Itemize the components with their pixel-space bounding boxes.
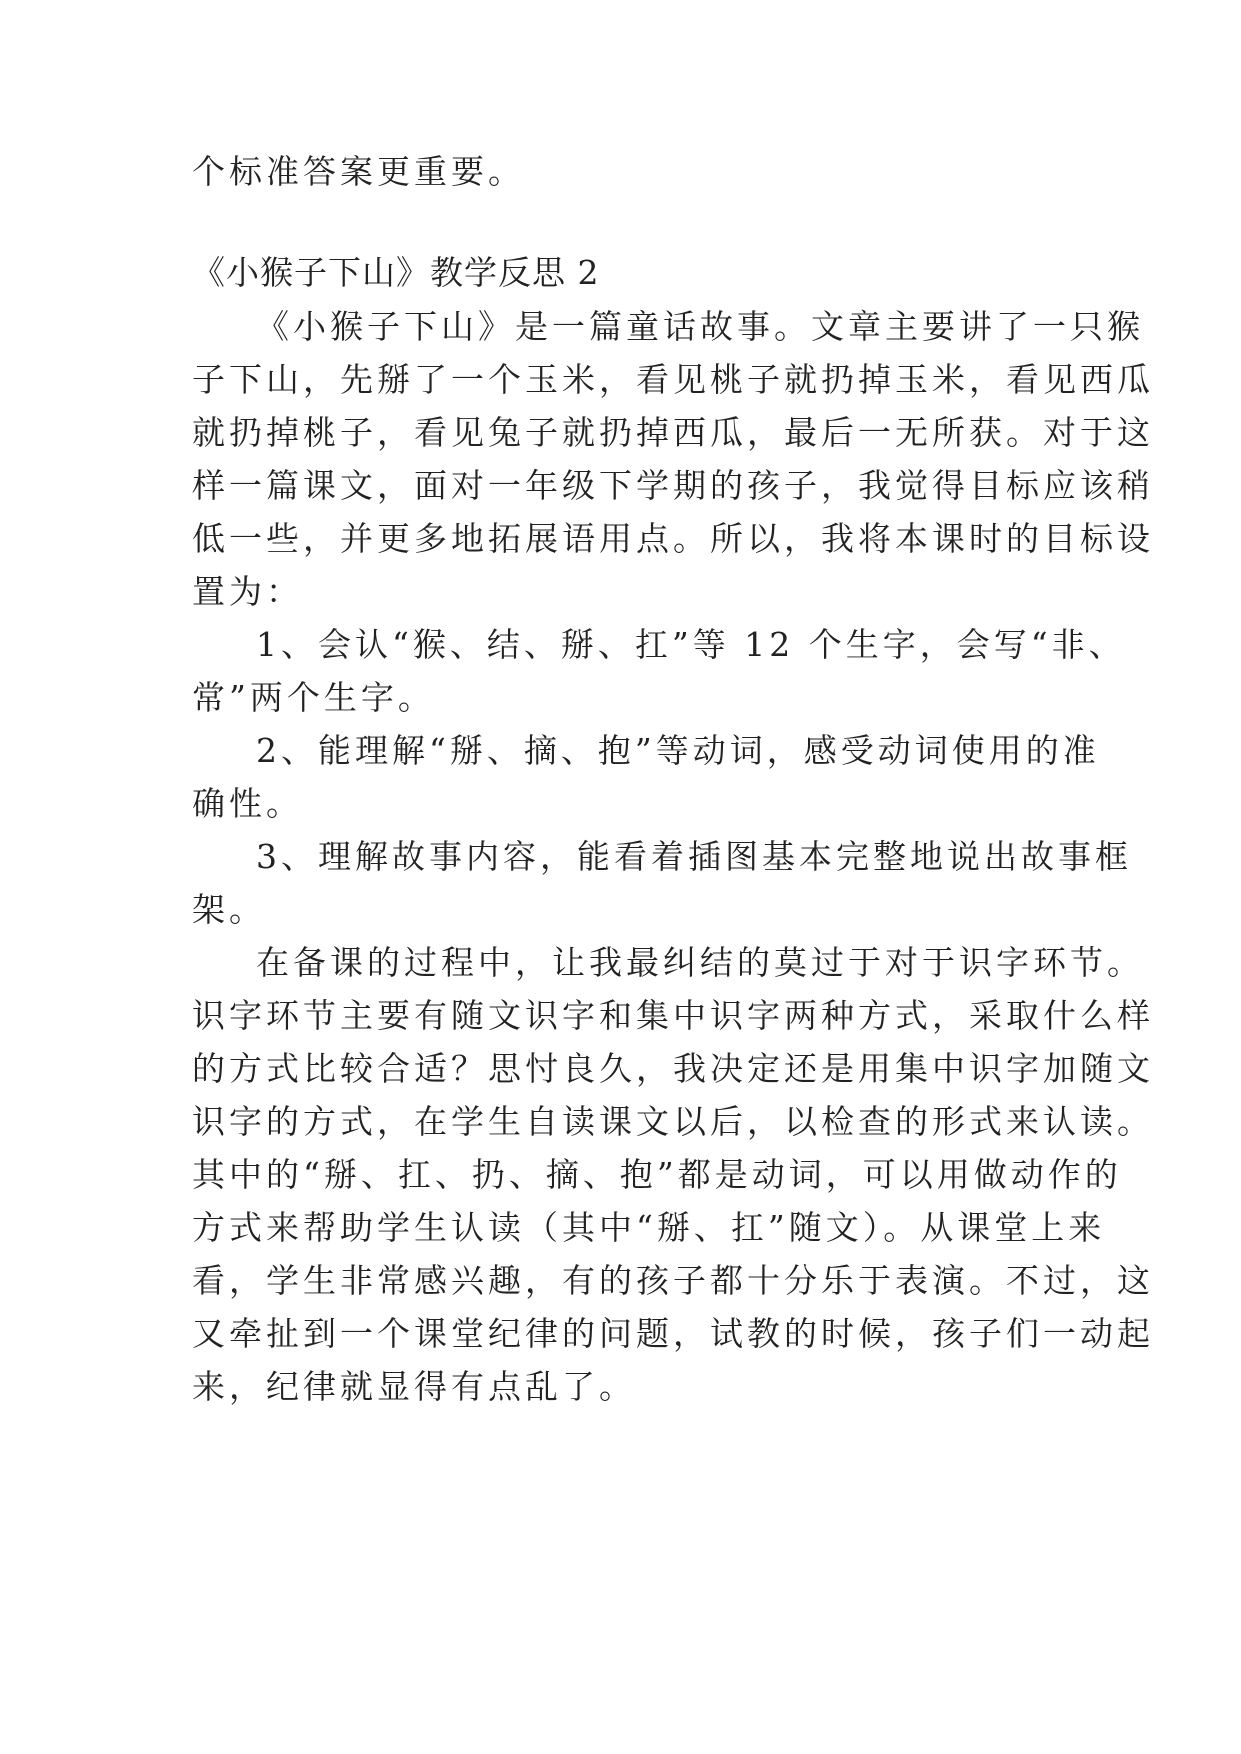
text-line: 的方式比较合适？思忖良久，我决定还是用集中识字加随文 — [192, 1049, 1154, 1088]
text-line: 又牵扯到一个课堂纪律的问题，试教的时候，孩子们一动起 — [192, 1314, 1154, 1353]
list-item-line: 1、会认“猴、结、掰、扛”等 12 个生字，会写“非、 — [256, 625, 1126, 664]
text-line: 样一篇课文，面对一年级下学期的孩子，我觉得目标应该稍 — [192, 466, 1154, 505]
text-line: 其中的“掰、扛、扔、摘、抱”都是动词，可以用做动作的 — [192, 1155, 1122, 1194]
section-heading: 《小猴子下山》教学反思 2 — [192, 253, 600, 292]
text-line: 个标准答案更重要。 — [192, 152, 525, 191]
list-item-line: 2、能理解“掰、摘、抱”等动词，感受动词使用的准 — [256, 731, 1100, 770]
text-line: 就扔掉桃子，看见兔子就扔掉西瓜，最后一无所获。对于这 — [192, 413, 1154, 452]
text-line: 识字的方式，在学生自读课文以后，以检查的形式来认读。 — [192, 1102, 1154, 1141]
text-line: 方式来帮助学生认读（其中“掰、扛”随文）。从课堂上来 — [192, 1208, 1106, 1247]
text-line: 来，纪律就显得有点乱了。 — [192, 1367, 636, 1406]
text-line: 识字环节主要有随文识字和集中识字两种方式，采取什么样 — [192, 996, 1154, 1035]
list-item-line: 常”两个生字。 — [192, 678, 435, 717]
text-line: 子下山，先掰了一个玉米，看见桃子就扔掉玉米，看见西瓜 — [192, 360, 1154, 399]
list-item-line: 确性。 — [192, 784, 303, 823]
text-line: 《小猴子下山》是一篇童话故事。文章主要讲了一只猴 — [256, 307, 1144, 346]
text-line: 低一些，并更多地拓展语用点。所以，我将本课时的目标设 — [192, 519, 1154, 558]
text-line: 置为： — [192, 572, 303, 611]
text-line: 看，学生非常感兴趣，有的孩子都十分乐于表演。不过，这 — [192, 1261, 1154, 1300]
text-line: 在备课的过程中，让我最纠结的莫过于对于识字环节。 — [256, 943, 1144, 982]
list-item-line: 3、理解故事内容，能看着插图基本完整地说出故事框 — [256, 837, 1132, 876]
list-item-line: 架。 — [192, 890, 266, 929]
